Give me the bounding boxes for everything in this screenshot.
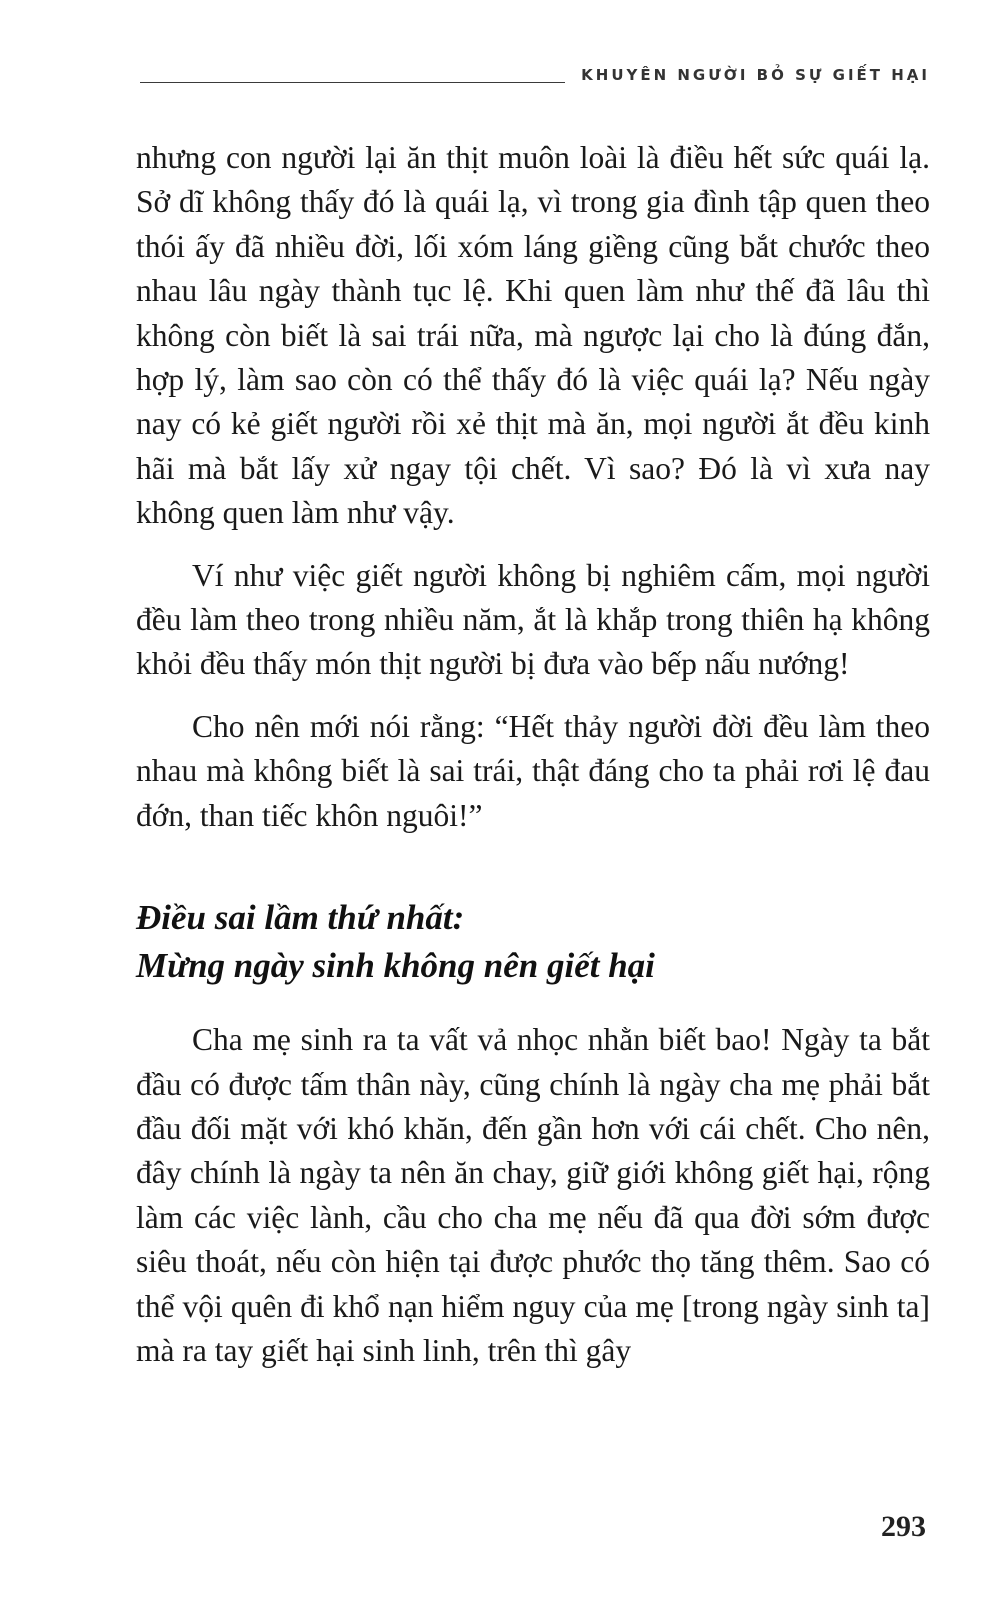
running-title: KHUYÊN NGƯỜI BỎ SỰ GIẾT HẠI	[581, 66, 930, 84]
section-paragraph: Cha mẹ sinh ra ta vất vả nhọc nhằn biết bao! Ngày ta bắt đầu có được tấm thân này, cũng chính là ngày cha mẹ phải bắt đầu đối mặt với khó khăn, đến gần hơn với cái chết. Cho nên, đây chính là ngày ta nên ăn chay, giữ giới không giết hại, rộng làm các việc lành, cầu cho cha mẹ nếu đã qua đời sớm được siêu thoát, nếu còn hiện tại được phước thọ tăng thêm. Sao có thể vội quên đi khổ nạn hiểm nguy của mẹ [trong ngày sinh ta] mà ra tay giết hại sinh linh, trên thì gây	[136, 1022, 930, 1368]
paragraph-continued: nhưng con người lại ăn thịt muôn loài là điều hết sức quái lạ. Sở dĩ không thấy đó là quái lạ, vì trong gia đình tập quen theo thói ấy đã nhiều đời, lối xóm láng giềng cũng bắt chước theo nhau lâu ngày thành tục lệ. Khi quen làm như thế đã lâu thì không còn biết là sai trái nữa, mà ngược lại cho là đúng đắn, hợp lý, làm sao còn có thể thấy đó là việc quái lạ? Nếu ngày nay có kẻ giết người rồi xẻ thịt mà ăn, mọi người ắt đều kinh hãi mà bắt lấy xử ngay tội chết. Vì sao? Đó là vì xưa nay không quen làm như vậy.	[136, 140, 930, 531]
section-heading-line-1: Điều sai lầm thứ nhất:	[136, 898, 465, 938]
header-rule	[140, 82, 565, 83]
page-body	[136, 136, 930, 1373]
paragraph: Cho nên mới nói rằng: “Hết thảy người đời đều làm theo nhau mà không biết là sai trái, thật đáng cho ta phải rơi lệ đau đớn, than tiếc khôn nguôi!”	[136, 708, 930, 833]
section-heading-line-2: Mừng ngày sinh không nên giết hại	[136, 946, 655, 986]
page-number: 293	[881, 1510, 926, 1543]
section-heading	[136, 894, 930, 990]
running-header	[140, 60, 930, 90]
paragraph: Ví như việc giết người không bị nghiêm cấm, mọi người đều làm theo trong nhiều năm, ắt là khắp trong thiên hạ không khỏi đều thấy món thịt người bị đưa vào bếp nấu nướng!	[136, 557, 930, 682]
